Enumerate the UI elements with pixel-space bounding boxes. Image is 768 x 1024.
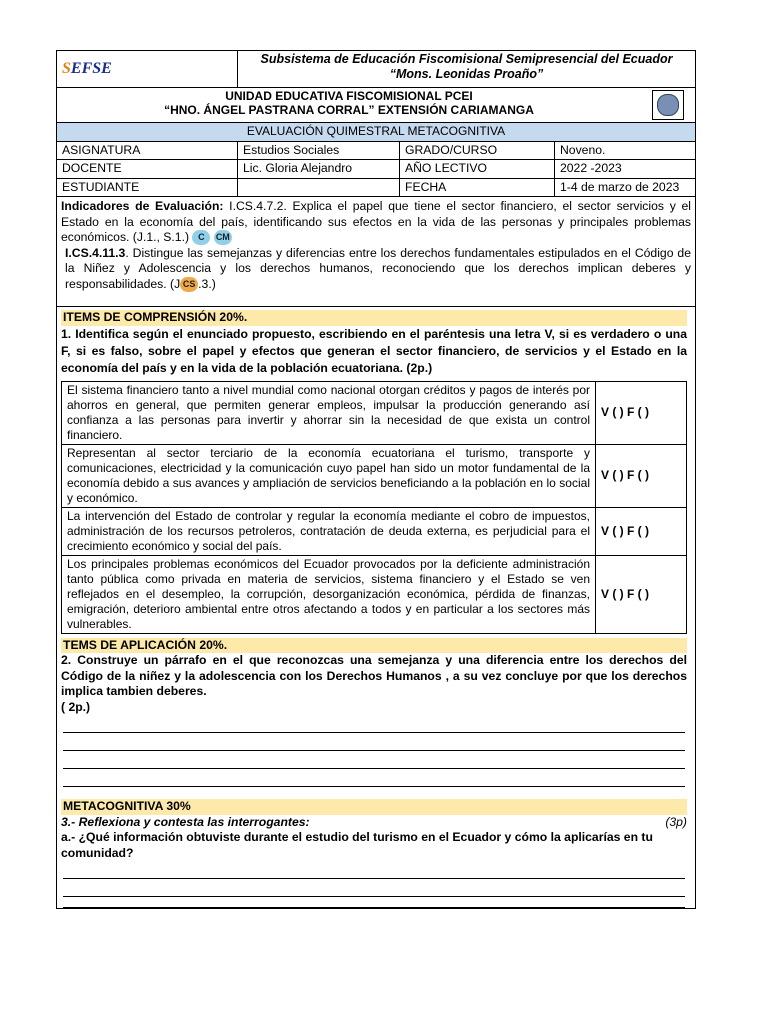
- docente-label: DOCENTE: [57, 160, 238, 179]
- asignatura-value: Estudios Sociales: [238, 141, 400, 160]
- indicator-2-code: I.CS.4.11.3: [65, 245, 126, 260]
- answer-line[interactable]: [63, 769, 685, 787]
- section2-points: ( 2p.): [61, 699, 91, 714]
- answer-line[interactable]: [63, 879, 685, 897]
- tf-statement: Representan al sector terciario de la economía ecuatoriana el turismo, transporte y comunicaciones, electricidad y la comunicación cuyo papel han sido un motor fundamental de la economía debido a sus avances y ampliación de servicios beneficiando a la población en lo social y económico.: [62, 444, 596, 507]
- exam-page: [56, 50, 696, 909]
- school-emblem-icon: [657, 94, 679, 116]
- answer-line[interactable]: [63, 715, 685, 733]
- indicator-1: [61, 199, 691, 246]
- indicator-2-text: . Distingue las semejanzas y diferencias entre los derechos fundamentales estipulados en el Código de la Niñez y Adolescencia y los derechos humanos, reconociendo que los derechos implican deberes y responsabilidades. (J: [65, 245, 691, 291]
- tf-row: [62, 444, 687, 507]
- section3-instruction: 3.- Reflexiona y contesta las interrogantes:: [61, 814, 310, 829]
- asignatura-label: ASIGNATURA: [57, 141, 238, 160]
- tf-answer[interactable]: V ( ) F ( ): [596, 507, 687, 555]
- answer-line[interactable]: [63, 733, 685, 751]
- estudiante-value[interactable]: [238, 178, 400, 197]
- cm-badge-icon: CM: [214, 230, 232, 245]
- tf-statement: Los principales problemas económicos del Ecuador provocados por la deficiente administración tanto pública como privada en materia de servicios, sistema financiero y el Estado se ven reflejados en el desempleo, la corrupción, desorganización económica, pérdida de finanzas, emigración, deterioro ambiental entre otros afectando a todos y en particular a los sectores más vulnerables.: [62, 555, 596, 633]
- indicator-2: [65, 246, 691, 293]
- grado-label: GRADO/CURSO: [400, 141, 555, 160]
- emblem-cell: [641, 88, 696, 123]
- answer-line[interactable]: [63, 861, 685, 879]
- school-name: [57, 88, 642, 123]
- lectivo-label: AÑO LECTIVO: [400, 160, 555, 179]
- tf-statement: La intervención del Estado de controlar y regular la economía mediante el cobro de impuestos, administración de los recursos petroleros, contratación de deuda externa, es perjudicial para el crecimiento económico y social del país.: [62, 507, 596, 555]
- question-a: a.- ¿Qué información obtuviste durante el estudio del turismo en el Ecuador y cómo la aplicarías en tu comunidad?: [61, 830, 653, 860]
- section1-instruction: 1. Identifica según el enunciado propuesto, escribiendo en el paréntesis una letra V, si es verdadero o una F, si es falso, sobre el papel y efectos que generan el sector financiero, de servicios y el Estado en la economía del país y en la vida de la población ecuatoriana. (2p.): [61, 326, 687, 375]
- info-table: [56, 141, 696, 198]
- school-table: [56, 87, 696, 142]
- subsystem-line1: Subsistema de Educación Fiscomisional Semipresencial del Ecuador: [260, 52, 673, 66]
- section3-points: (3p): [665, 814, 687, 829]
- school-line2: “HNO. ÁNGEL PASTRANA CORRAL” EXTENSIÓN CARIAMANGA: [164, 103, 534, 117]
- indicator-1-text: I.CS.4.7.2. Explica el papel que tiene el sector financiero, el sector servicios y el Estado en la economía del país, identificando sus efectos en la vida de las personas y principales problemas económicos. (J.1., S.1.): [61, 199, 691, 244]
- c-badge-icon: C: [192, 230, 210, 245]
- body-table: [56, 196, 696, 909]
- grado-value: Noveno.: [555, 141, 696, 160]
- fecha-label: FECHA: [400, 178, 555, 197]
- section3-title: METACOGNITIVA 30%: [61, 799, 687, 815]
- questions-block: [57, 307, 696, 909]
- section2-instruction: 2. Construye un párrafo en el que reconozcas una semejanza y una diferencia entre los derechos del Código de la niñez y la adolescencia con los Derechos Humanos , a su vez concluye por que los derechos implica tambien deberes.: [61, 653, 687, 698]
- lectivo-value: 2022 -2023: [555, 160, 696, 179]
- tf-statement: El sistema financiero tanto a nivel mundial como nacional otorgan créditos y pagos de interés por ahorros en general, que permiten generar empleos, impulsar la producción generando así confianza a las personas para invertir y ahorrar sin la necesidad de que exista un control financiero.: [62, 381, 596, 444]
- logo-letters: EFSE: [70, 59, 112, 77]
- school-line1: UNIDAD EDUCATIVA FISCOMISIONAL PCEI: [225, 89, 473, 103]
- logo-cell: [57, 51, 238, 88]
- sefse-logo: [62, 60, 112, 77]
- exam-title: EVALUACIÓN QUIMESTRAL METACOGNITIVA: [57, 123, 696, 142]
- subsystem-line2: “Mons. Leonidas Proaño”: [389, 67, 544, 81]
- header-table: [56, 50, 696, 88]
- tf-row: [62, 507, 687, 555]
- estudiante-label: ESTUDIANTE: [57, 178, 238, 197]
- tf-answer[interactable]: V ( ) F ( ): [596, 381, 687, 444]
- indicators-block: [57, 197, 696, 307]
- section2-title: TEMS DE APLICACIÓN 20%.: [61, 638, 687, 654]
- subsystem-title: [238, 51, 696, 88]
- tf-row: [62, 381, 687, 444]
- logo-letter-s: S: [62, 59, 71, 77]
- fecha-value: 1-4 de marzo de 2023: [555, 178, 696, 197]
- answer-line[interactable]: [63, 897, 685, 908]
- answer-line[interactable]: [63, 751, 685, 769]
- section3-header: [61, 815, 687, 831]
- docente-value: Lic. Gloria Alejandro: [238, 160, 400, 179]
- indicators-label: Indicadores de Evaluación:: [61, 199, 224, 213]
- emblem-box: [652, 90, 684, 120]
- tf-answer[interactable]: V ( ) F ( ): [596, 444, 687, 507]
- tf-row: [62, 555, 687, 633]
- cs-badge-icon: CS: [180, 277, 198, 292]
- section1-title: ITEMS DE COMPRENSIÓN 20%.: [61, 310, 687, 326]
- indicator-2-end: .3.): [198, 276, 216, 291]
- tf-answer[interactable]: V ( ) F ( ): [596, 555, 687, 633]
- tf-table: [61, 381, 687, 634]
